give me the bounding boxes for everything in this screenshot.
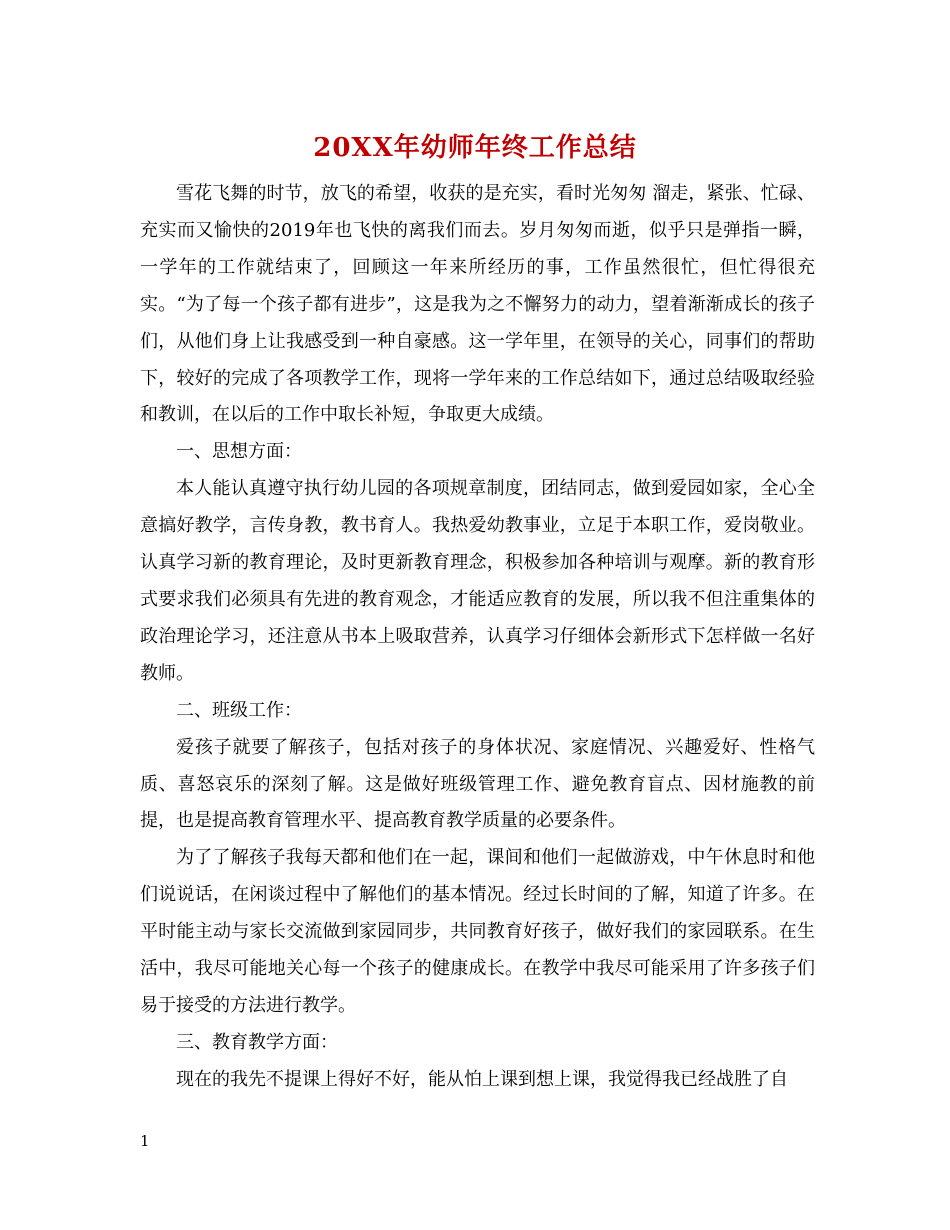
section-heading-class-work: 二、班级工作：: [176, 699, 302, 721]
paragraph-teaching: 现在的我先不提课上得好不好，能从怕上课到想上课，我觉得我已经战胜了自: [176, 1068, 788, 1090]
paragraph-class-work-1: 爱孩子就要了解孩子，包括对孩子的身体状况、家庭情况、兴趣爱好、性格气质、喜怒哀乐的深刻了解。这是做好班级管理工作、避免教育盲点、因材施教的前提，也是提高教育管理水平、提高教育教学质量的必要条件。: [140, 736, 815, 832]
section-heading-teaching: 三、教育教学方面：: [176, 1031, 338, 1053]
paragraph-class-work-2: 为了了解孩子我每天都和他们在一起，课间和他们一起做游戏，中午休息时和他们说说话，在闲谈过程中了解他们的基本情况。经过长时间的了解，知道了许多。在平时能主动与家长交流做到家园同步，共同教育好孩子，做好我们的家园联系。在生活中，我尽可能地关心每一个孩子的健康成长。在教学中我尽可能采用了许多孩子们易于接受的方法进行教学。: [140, 847, 815, 1016]
paragraph-intro: 雪花飞舞的时节，放飞的希望，收获的是充实，看时光匆匆 溜走，紧张、忙碌、充实而又愉快的2019年也飞快的离我们而去。岁月匆匆而逝，似乎只是弹指一瞬，一学年的工作就结束了，回顾这一年来所经历的事，工作虽然很忙，但忙得很充实。“为了每一个孩子都有进步”，这是我为之不懈努力的动力，望着渐渐成长的孩子们，从他们身上让我感受到一种自豪感。这一学年里，在领导的关心，同事们的帮助下，较好的完成了各项教学工作，现将一学年来的工作总结如下，通过总结吸取经验和教训，在以后的工作中取长补短，争取更大成绩。: [140, 183, 815, 426]
paragraph-thought: 本人能认真遵守执行幼儿园的各项规章制度，团结同志，做到爱园如家，全心全意搞好教学，言传身教，教书育人。我热爱幼教事业，立足于本职工作，爱岗敬业。认真学习新的教育理论，及时更新教育理念，积极参加各种培训与观摩。新的教育形式要求我们必须具有先进的教育观念，才能适应教育的发展，所以我不但注重集体的政治理论学习，还注意从书本上吸取营养，认真学习仔细体会新形式下怎样做一名好教师。: [140, 478, 815, 684]
document-title: 20XX年幼师年终工作总结: [313, 133, 637, 163]
section-heading-thought: 一、思想方面：: [176, 441, 302, 463]
page-number: 1: [140, 1132, 150, 1150]
document-body: [140, 176, 815, 1099]
